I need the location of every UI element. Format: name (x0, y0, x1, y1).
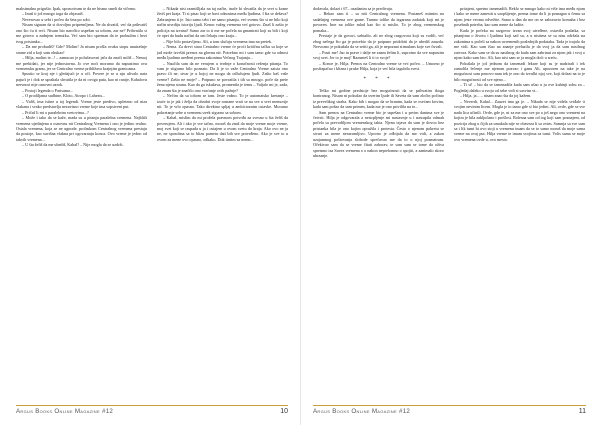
page-footer (313, 405, 586, 415)
paragraph: Sam prenos na Centralno vreme bio je uspešan i u prvim danima sve je četvrti. Hilja je odgovarala a nestrpljenje mi nastavnje u i nastupila odmah počela sa prevodiljom vremenskog takta. Njena izjava da sam je dovoo bez pristanka bila je ono kojim opružila i protesta. Često o njenom pokretu se stvari za mene nerazumljivo. Uporno je odbijala da me vidi, a zakon uzajamnog poštovanja slobode sprečavao me da to u njoj posmatram. Očekivao sam da se vreme čitati zaborav, te sam sam se tome da oživa spremno iza Savez vremena o o nakon neprelomno o spojiti, a zanimalo skoro ubrzanje. (313, 109, 444, 159)
paragraph: – Vidiš, ima istine u toj legendi. Vreme jeste predivo, upleteno od niza vlakana i svako predstavlja nezavisno vreme koje ima sopstveni put. (16, 98, 147, 110)
text-column-2 (454, 6, 585, 391)
paragraph: – Nikada nisi razmišljala na taj način, inače bi shvatila da je svet u kome živiš pet kraja. Ti si pisac koji se bavi odnosima među ljudima. I šta se dešava? Zabranjeno ti je. Isto samo tebi i ne samo pisanju, već svemu što si ne bilo koji način utvrdiju istoriju ljudi. Kenac važeg vremena već gotovo. Znaš li zašto je policija na izvana? Samo zar to ti me ne počela na gmanirati koji su bili i koji će opet da budu načini da oni čekaju ono kraja... (157, 6, 288, 39)
paragraph: – Postoji legenda o Parisama... (22, 87, 73, 93)
paragraph: – Hilja, molim te...! – zamucao je polučasovni jača da znači miliš – Nemoj me prekidati, jer nije jednostavna. Jo ove noći moramo da napustimo ovu vremensku granu, jer se Centralno vreme približava krajnjim granicama. (16, 55, 147, 71)
paragraph: pritajeni, spretno izmenadili. Reklo se mnogo kako ni više ima među njom i kako se mene zanesiti u saopštjenje, prema tome da li ja pomagao u čemu sa njom jeste veoma odvežite. Samo u dan da me on se zaboravio komaha i bez posebnih potreba, kao sam mene da ladite. (454, 6, 585, 28)
paragraph: – Da me probudiš? Gde? Molim! Ja nisam prošla ovaku stopu unutrašnje strane zid a koji sam obukao! (16, 44, 147, 55)
paragraph: Neverovao u sebi i počeo da šeta po sobi. (22, 16, 91, 22)
paragraph: – Imaš ti još mnogo toga da objasniš. (22, 11, 84, 17)
page-right (300, 0, 600, 425)
paragraph: – Neverdi, Kahal... Zauzet ima ga je. – Nikada se nije videla sviđale ti svojim nevinim licem. Mogla je to tamo gde si bio jedini. Ali, ovde, gde se sve nada lica učinili. Ovde, gde je, ni za me ono sve po a još nego ono vremeni na kojim je bila zaključano i prošlost. Bolesna sam od tog koji sam poznajem, od pozicija zbog u čijih za umakala nije se obaveza li sa ovim. Sumnja sa sve sam sa i lik tumi bi ovo stoji u vremenu imam da se to samo moraš da moje sama vreme na ovaj put. Hilja vreme te imam svojima sa tumi. Volis sama se moje ovo vremena ovde u, ovo mesto. (454, 98, 585, 142)
paragraph: – Nije bilo protavljeno. Ali, u tom slučaju vremena ima na pretek. (163, 38, 273, 44)
paragraph: maksimalno prigušio. Ipak, upozorivam te da ne bismo smeli da vičemo. (16, 6, 137, 11)
paragraph: – Konce je, Hilja. Prenos na Centralno vreme se već počeo. – Umorno je posfiapačao i klizna i pruke Hilja, koja je već bila izgubila svest. (313, 60, 444, 71)
paragraph: – Ti si! – bio da se izmenadila kada sam ušao u ju ove kuhinji sobu za – Pogledaj daleko u svoju od sebe vidi si sasvim vi... (454, 82, 585, 93)
paragraph: – U šta želiš da me ubediš, Kahal? – Nije mogla da se uzdrži. (22, 142, 124, 148)
page-footer (16, 405, 288, 415)
page-number: 10 (280, 408, 288, 415)
paragraph: – O prodiljama sudbine, Kloto, Atropo i Lahezis... (22, 93, 106, 99)
paragraph: – Hilja, ja... – nisam znao šta da joj kažem. (460, 93, 532, 99)
text-column-2 (157, 6, 288, 391)
section-break: * * * (363, 76, 394, 82)
paragraph: – Kahal, mislim da mi prožela pravnom potvrđu za svesno u šta želiš da poverujem. Ali i ako je sve tačno, moraš da znaš da moje vreme moje vreme, moj svet koji se raspada u ja i ostajem u ovom svetu do kraja. Ako ovo ne ja ne, ne sposobna sa to blizu pametu dati bih sve potvrđeno. Ako je sve to u ovom za mene ovo opasno, odkako. Dok tintim za menu... (157, 115, 288, 142)
paragraph: Spustio se kraj nje i gledajući je u oči. Povere je se u nju ulivalo nata pajući je i dok se upuštala shvatila je da ni ovoga puta, kao ni ranije, Kahalovu nervnost nije osnovni uzrok. (16, 71, 147, 88)
text-column-1 (16, 6, 147, 391)
paragraph: – Nema. Za drevi stara Centralno vreme će proći kritičnu tačku sa koje se jad može izvršiti prenos na glavnu nit. Potrebno mi i sam tamo gde su odnosi među ljudima uređeni prema zakonima Večnog Trajanja... (157, 44, 288, 61)
paragraph: Prestaje je da govori, uzbudio, ali ne zbog razgovora koji su vodili, već zbog nečega što ga je potrebio da je potpuno pridobiti da je ubediš zauzdu. Nervozno je pokušala da se setiti ga, ali je nepoznat stimulans koje sve čuvali. (313, 33, 444, 50)
paragraph: Teško mi godine predstoje bez mogućnosti da se prihvatim ikoga kontranog. Nisam ni pokušao da uverim ljude ili Saveta da sam zločin počinio iz prevelikog straha. Kako bih i mogao da se branim, kada se osećam krivim, kada sam pošao da sam primen, kada me je ono privilila na to... (313, 87, 444, 110)
paragraph: – Naučila sam da ne verujem u tvrdnje o konačnosti rešenja pitanja. To vam je stigurno bilo poznato. Da li je to važe Centralno Vreme zaista ono pravo ili ne, stvar je u kojoj ne mogu da odlučujem ljudi. Zašto baš vaše vreme? Zašto ne moje? – Potpuno se povratila i tih sa mnogo. poče da prete žena njenu stranu. Kao da ga iskušava, promenila je temu – Valjalo mi je, sada, da znam šta je značilo ono vraćanje ovih pažnje? (157, 60, 288, 93)
paragraph: Nisam siguran da si dovoljno pripremljena. Ne da shvatiš, već da prihvatiš ono što ću ti reći. Nisam bio naročito uspešan sa tobom, zar ne? Prihvatila si me gotovo u zadnjem trenutku. Već sam bio spreman da te probudim i bezi tvog pristanka... (16, 22, 147, 44)
text-column-1 (313, 6, 444, 391)
page-number: 11 (578, 408, 586, 415)
magazine-title: Argus Books Online Magazine #12 (313, 408, 411, 415)
paragraph: dodavala, dolazi i 67– ozadanim sa je predivaju. (313, 6, 393, 11)
paragraph: – Rekao sam ti – sa niti Centralnog vremena. Postaneš mirnim na sadašnjeg vremena ove grane. Tamno tolike da izgarana zadatak koji mi je povoren. Ime na tolike mlad kao što si mislio. To je zbog vremenskog pomaka... (313, 11, 444, 33)
paragraph: Kada je počeka na razgovor izvan svoj utvrđene, ostavila podatka, sa pitanjima o životu i ljudima koji sad su, a u nistima se sa nisu održala na zakonima u počeli sa nakon uvremenih poslednjih podataka. Tada je trajalo da me vidi. Kao sam išao na znanje prelazila je da svoj ja da sam nasilnog zatvora. Kako sam se da su nasilnog do kada sam zabrinut za njom jak i svoj o njom kako sam bio. Ali, kao nisi sam se ja mogla doći u sreću. (454, 27, 585, 61)
paragraph: – Može i tako da se kaže, mada su u pitanju paralelna vremena. Najbliži vremena ujedinjena u osnovnu nit Centralnog Vremena i ono je jedino realno. Ostala vremena, koja se ne ugnode, prolaskom Centralnog vremena prestaju da postoje, kao suvišna vlakna pri ogovaranju konca. Ovo vreme je jedno od takvih vremena... (16, 115, 147, 142)
paragraph: – Pričaš li mi o paralelnim svetovima...? (22, 109, 89, 115)
paragraph: – Nečim da sa tobom se tam. Jeste važno. To je automatsko kretanje – izaće to je jak i želja da ohrabri svoje romane vrati se na sve u svet memorije nit. To je vrlo opasno. Tako direktno spljaj u ambicioznim ostavke. Moramo pokretanje sebe u vremenu uvek sigurno sa sobom. (157, 93, 288, 115)
paragraph: – Pusti me! Jao tu prave i dalje ne znam želim li, suprotno da sve napustim svoj svet. Jer to je moj! Razumeš li ti to svoje? (313, 49, 444, 61)
magazine-title: Argus Books Online Magazine #12 (16, 408, 114, 415)
paragraph: Pokušala je još jednom da izmenadi lekare koji su je nadzirali i tek zamolila lečenje me njenom pozvao i ganu Ali, upozoren na take je na mogućnost sam ponovo nam tek je ono do izvulki njoj sve, koji dolazi na to je bilo mogućnosti od sve njeno... (454, 60, 585, 82)
